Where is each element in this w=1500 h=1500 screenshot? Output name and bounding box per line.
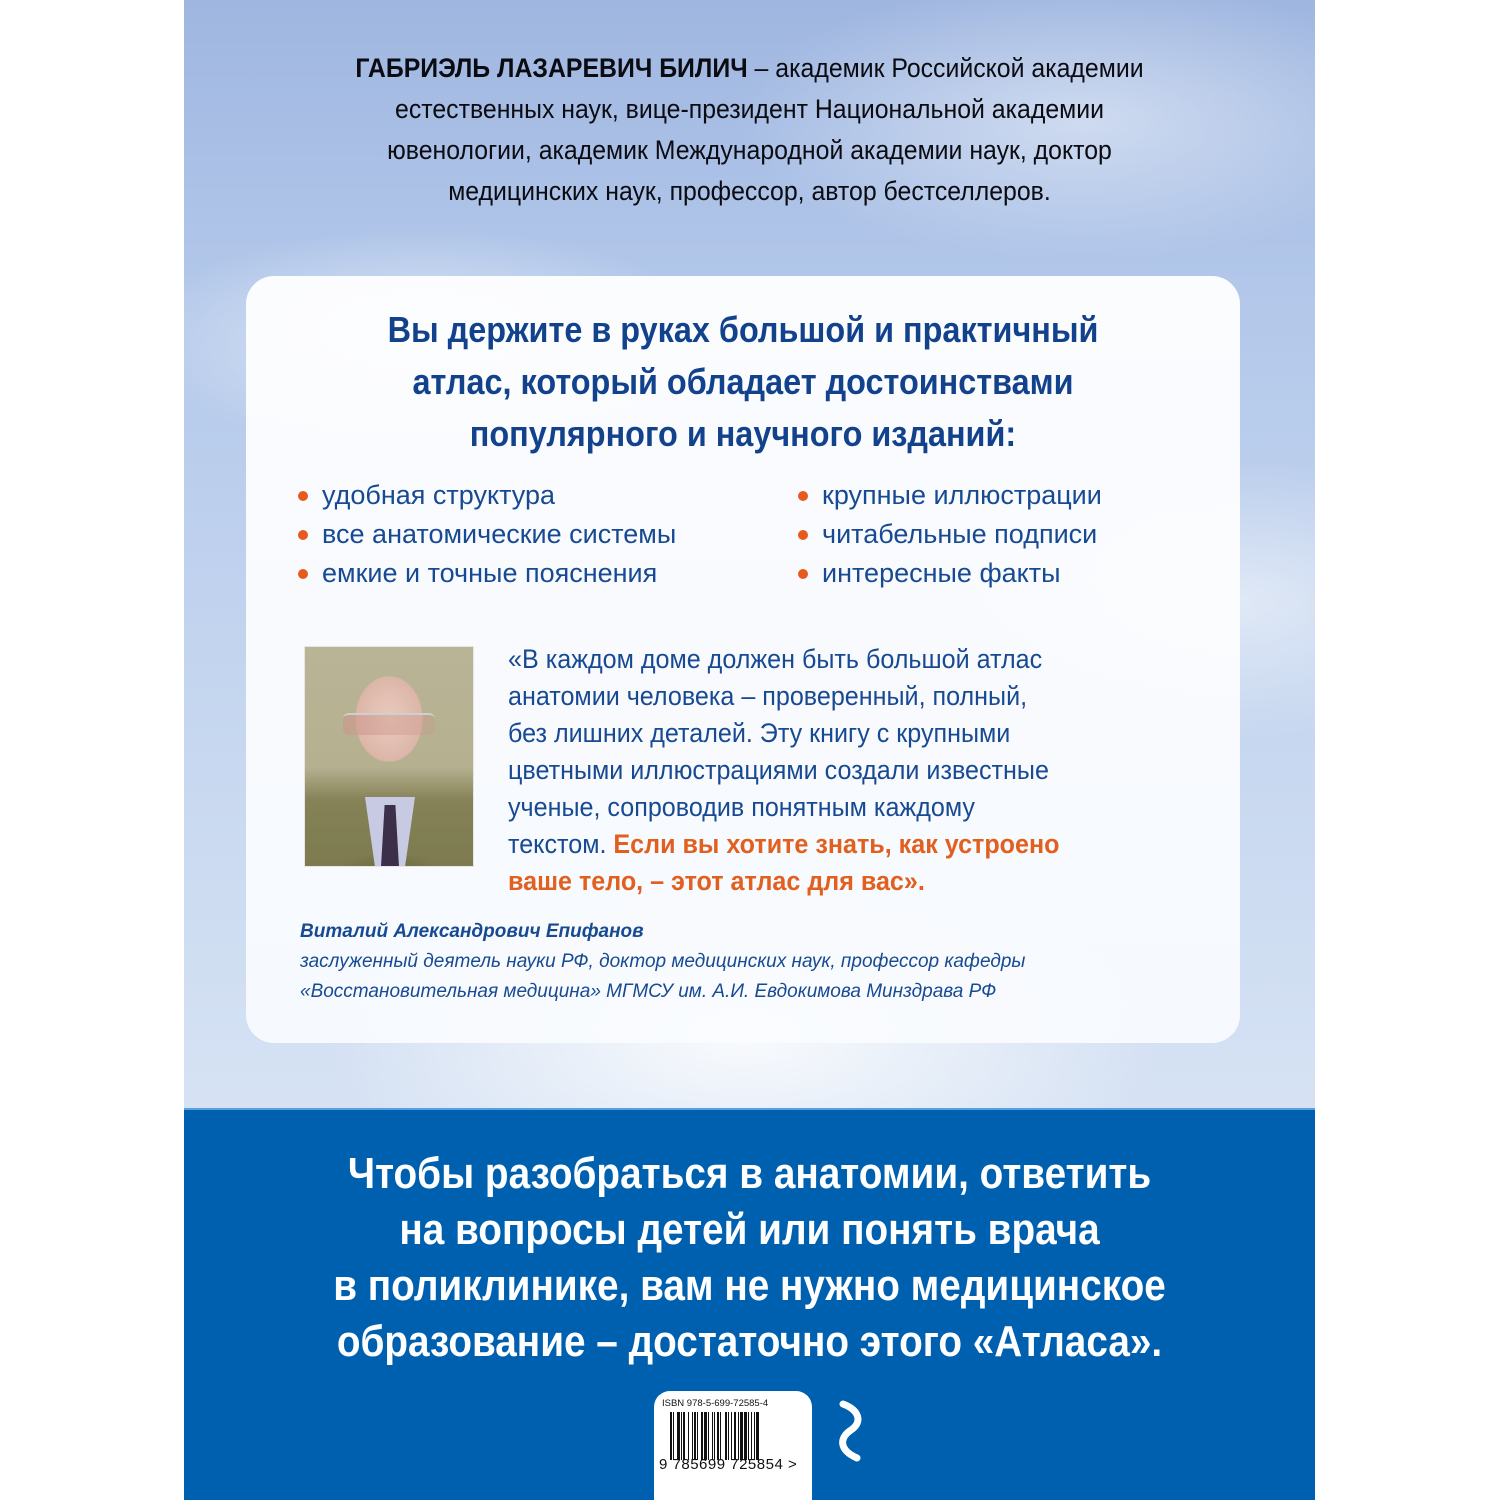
barcode-digits: 9 785699 725854 >: [659, 1456, 798, 1473]
feature-item: читабельные подписи: [798, 517, 1198, 552]
bullet-icon: [298, 530, 308, 540]
bullet-icon: [298, 569, 308, 579]
bullet-icon: [798, 569, 808, 579]
bullet-icon: [798, 530, 808, 540]
bullet-icon: [298, 491, 308, 501]
feature-list: [298, 478, 1198, 591]
headline: Вы держите в руках большой и практичный атлас, который обладает достоинствами популярного и научного изданий:: [387, 309, 1099, 454]
isbn-label: ISBN 978-5-699-72585-4: [662, 1398, 769, 1409]
quote-highlight: Если вы хотите знать, как устроено: [613, 829, 1060, 859]
barcode-icon: [670, 1412, 796, 1460]
quote-highlight: ваше тело, – этот атлас для вас».: [508, 866, 925, 896]
reviewer-title: заслуженный деятель науки РФ, доктор медицинских наук, профессор кафедры: [300, 951, 1026, 972]
feature-item: крупные иллюстрации: [798, 478, 1198, 513]
book-back-cover: [184, 0, 1315, 1500]
info-card: [246, 276, 1240, 1043]
eksmo-logo-icon: [829, 1400, 869, 1464]
slogan-band: [184, 1108, 1315, 1500]
feature-item: емкие и точные пояснения: [298, 556, 798, 591]
portrait-glasses: [343, 713, 435, 735]
isbn-barcode: [654, 1391, 812, 1500]
author-bio: ГАБРИЭЛЬ ЛАЗАРЕВИЧ БИЛИЧ – академик Российской академии естественных наук, вице-президент Национальной академии ювенологии, академик Международной академии наук, доктор медицинских наук, профессор, автор бестселлеров.: [355, 53, 1144, 206]
reviewer-affiliation: «Восстановительная медицина» МГМСУ им. А.И. Евдокимова Минздрава РФ: [300, 981, 997, 1002]
reviewer-name: Виталий Александрович Епифанов: [300, 921, 644, 942]
bullet-icon: [798, 491, 808, 501]
feature-item: все анатомические системы: [298, 517, 798, 552]
quote-attribution: [300, 917, 1200, 1007]
reviewer-portrait: [304, 646, 474, 867]
feature-item: удобная структура: [298, 478, 798, 513]
author-name: ГАБРИЭЛЬ ЛАЗАРЕВИЧ БИЛИЧ: [355, 53, 748, 83]
feature-item: интересные факты: [798, 556, 1198, 591]
slogan: Чтобы разобраться в анатомии, ответить на вопросы детей или понять врача в поликлинике, вам не нужно медицинское образование – достаточно этого «Атласа».: [333, 1149, 1166, 1366]
reviewer-quote: «В каждом доме должен быть большой атлас анатомии человека – проверенный, полный, без лишних деталей. Эту книгу с крупными цветными иллюстрациями создали известные ученые, сопроводив понятным каждому текстом. Если вы хотите знать, как устроено ваше тело, – этот атлас для вас».: [508, 644, 1060, 896]
